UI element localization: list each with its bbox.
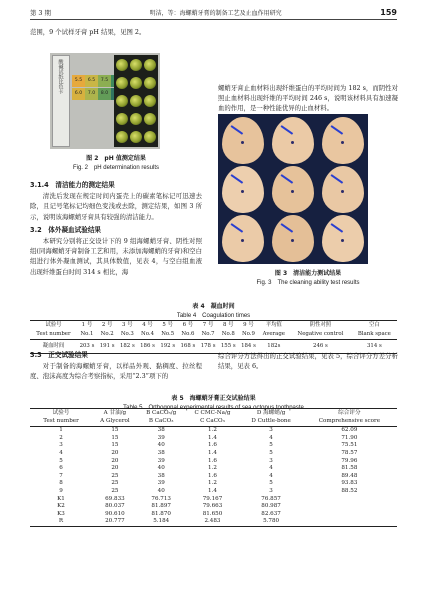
table4-title-zh: 表 4 凝血时间 — [192, 303, 235, 310]
table5-cell: 5 — [269, 442, 273, 449]
egg-cleaning-photo — [218, 114, 368, 264]
marker-arrow — [331, 125, 343, 134]
table4-cell: 178 s — [198, 340, 218, 354]
table5-cell: 3 — [269, 487, 273, 494]
sample-dish — [130, 95, 142, 107]
table4-header-en-row — [30, 330, 397, 340]
marker-dot — [341, 141, 344, 144]
table4-header-cell: 6 号 — [178, 321, 198, 331]
table4-header-cell: 5 号 — [158, 321, 178, 331]
table-row — [30, 480, 397, 488]
table4-title-en: Table 4 Coagulation times — [176, 313, 251, 319]
sample-dish — [144, 95, 156, 107]
running-title: 明洁，等：海螺蛸牙膏的制备工艺及止血作用研究 — [149, 10, 282, 17]
ph-swatch: 5.5 — [72, 75, 85, 87]
table5-cell: 81.58 — [341, 465, 358, 472]
table5-title-zh: 表 5 海螺蛸牙膏正交试验结果 — [171, 395, 256, 402]
table4-header-cell: 4 号 — [137, 321, 157, 331]
table5-cell: 3 — [269, 457, 273, 464]
ph-swatch: 6.0 — [72, 88, 85, 100]
table5-header-cell: C CMC-Na/g — [185, 409, 241, 418]
marker-dot — [241, 141, 244, 144]
marker-arrow — [231, 125, 243, 134]
table5-cell — [302, 496, 397, 504]
table5-orthogonal-results — [30, 408, 397, 527]
figure3-caption-en: Fig. 3 The cleaning ability test results — [256, 280, 360, 286]
table5-cell: 3 — [59, 442, 63, 449]
table4-header-cell: 空白 — [352, 321, 397, 331]
table5-cell: 1.4 — [208, 487, 217, 494]
table5-cell: 80.037 — [105, 503, 125, 510]
table4-header-cell: 1 号 — [77, 321, 97, 331]
table5-cell: 1 — [59, 427, 63, 434]
table5-header-cell: D Cuttle-bone — [240, 418, 301, 427]
table5-cell: 81.897 — [151, 503, 171, 510]
sample-dish — [144, 77, 156, 89]
table4-header-cell: No.6 — [178, 330, 198, 340]
sample-dish — [130, 131, 142, 143]
table5-header-cell: A 甘油/g — [92, 409, 138, 418]
table5-header-cell: Test number — [30, 418, 92, 427]
table4-header-cell: 3 号 — [117, 321, 137, 331]
table4-header-cell: 8 号 — [218, 321, 238, 331]
table4-header-cell: Negative control — [289, 330, 352, 340]
table4-header-cell: 平均值 — [259, 321, 290, 331]
table5-cell: 15 — [111, 434, 119, 441]
table5-header-en-row — [30, 418, 397, 427]
table4-header-cell: 阴性对照 — [289, 321, 352, 331]
table5-cell: 79.96 — [341, 457, 358, 464]
table5-cell: 20.777 — [92, 518, 138, 526]
table5-cell: 6 — [59, 465, 63, 472]
table4-cell: 184 s — [238, 340, 258, 354]
paragraph-coagulation: 本研究分别将正交设计下的 9 组海螺蛸牙膏、阴性对照组(同海螺蛸牙膏制备工艺和用，未添加海螺蛸的牙膏)和空白组进行体外凝血测试，其具体数值，见表 4，与空白组血液出现纤维蛋白时间 314 s 相比，海 — [30, 237, 202, 276]
table4-cell: 182 s — [117, 340, 137, 354]
table5-cell: 79.167 — [202, 495, 223, 502]
table5-header-cell: B CaCO₃/g — [138, 409, 185, 418]
table4-header-cell: Blank space — [352, 330, 397, 340]
egg-sample — [222, 117, 264, 164]
section-3-3-left — [30, 348, 202, 382]
table5-cell: 79.663 — [202, 503, 223, 510]
table5-cell: 4 — [59, 449, 63, 456]
table5-cell: 4 — [269, 434, 273, 441]
table4-header-cell: No.9 — [238, 330, 258, 340]
table5-cell: 69.833 — [105, 495, 125, 502]
table5-cell: 80.987 — [261, 503, 281, 510]
table4-header-cell: No.3 — [117, 330, 137, 340]
table4-cell: 314 s — [352, 340, 397, 354]
table5-cell: 38 — [157, 449, 165, 456]
page-number: 159 — [380, 8, 397, 17]
section-3-3-right — [218, 351, 398, 371]
table5-cell: 39 — [157, 480, 165, 487]
marker-arrow — [231, 174, 243, 183]
marker-dot — [291, 141, 294, 144]
table4-cell: 155 s — [218, 340, 238, 354]
table5-cell: 38 — [157, 427, 165, 434]
marker-arrow — [281, 174, 293, 183]
section-heading-3-2: 3.2 体外凝血试验结果 — [30, 225, 102, 234]
table5-header-cell: Comprehensive score — [302, 418, 397, 427]
table4-header-cell: No.5 — [158, 330, 178, 340]
ph-swatch: 7.5 — [98, 75, 111, 87]
table5-cell: 9 — [59, 487, 63, 494]
table5-cell: 93.83 — [341, 480, 358, 487]
table-row — [30, 511, 397, 519]
table5-cell: 5 — [59, 457, 63, 464]
table5-cell: 5 — [269, 449, 273, 456]
table-row — [30, 518, 397, 526]
table-row — [30, 496, 397, 504]
table5-cell: 62.09 — [341, 427, 358, 434]
ph-swatch: 8.0 — [98, 88, 111, 100]
marker-dot — [241, 190, 244, 193]
table5-cell: 15 — [111, 427, 119, 434]
table5-cell: 8 — [59, 480, 63, 487]
section-heading-3-1-4: 3.1.4 清洁能力的测定结果 — [30, 181, 115, 189]
table5-cell: 1.6 — [208, 472, 217, 479]
table5-header-cell: A Glycerol — [92, 418, 138, 427]
figure2-caption-en: Fig. 2 pH determination results — [72, 165, 160, 171]
marker-arrow — [331, 223, 343, 232]
table5-cell: 76.713 — [151, 495, 171, 502]
egg-sample — [222, 215, 264, 262]
table-row — [30, 442, 397, 450]
table4-header-cell: Average — [259, 330, 290, 340]
table5-cell: 1.6 — [208, 457, 217, 464]
marker-arrow — [281, 125, 293, 134]
table4-cell: 192 s — [158, 340, 178, 354]
table5-cell: 76.857 — [261, 495, 281, 502]
table5-cell: K3 — [57, 510, 65, 517]
table5-header-cell: D 海螺蛸/g — [240, 409, 301, 418]
table5-cell: 7 — [59, 472, 63, 479]
table-row — [30, 488, 397, 496]
marker-dot — [241, 239, 244, 242]
table5-header-cell: 试验号 — [30, 409, 92, 418]
ph-scale-grid — [72, 75, 112, 101]
table4-header-cell: 试验号 — [30, 321, 77, 331]
egg-sample — [272, 117, 314, 164]
table4-header-cell: Test number — [30, 330, 77, 340]
table5-cell: 5.184 — [138, 518, 185, 526]
sample-dish — [116, 95, 128, 107]
table5-cell: 5.780 — [240, 518, 301, 526]
table4-header-cell: 2 号 — [97, 321, 117, 331]
table5-cell — [302, 518, 397, 526]
table4-cell: 凝血时间 — [30, 340, 77, 354]
marker-dot — [341, 239, 344, 242]
table-row — [30, 427, 397, 435]
table-row — [30, 473, 397, 481]
table5-header-zh-row — [30, 409, 397, 418]
sample-dish — [130, 59, 142, 71]
figure3-caption-zh: 图 3 清洁能力测试结果 — [274, 270, 342, 277]
table5-cell: 1.2 — [208, 465, 217, 472]
table5-cell: 40 — [157, 487, 165, 494]
paragraph-ph-intro: 范围，9 个试样牙膏 pH 结果，见图 2。 — [30, 28, 146, 36]
table4-caption — [30, 301, 397, 319]
table-row — [30, 503, 397, 511]
table5-cell: 78.57 — [341, 449, 358, 456]
marker-arrow — [231, 223, 243, 232]
sample-dish — [116, 131, 128, 143]
paragraph-orthogonal-left: 对于制备的海螺蛸牙膏，以样品外观、黏稠度、拉丝程度、泡沫高度为综合考察指标，采用“2.3”项下的 — [30, 362, 202, 381]
table-row — [30, 458, 397, 466]
paragraph-orthogonal-right: 综合评分方法得出的正交试验结果，见表 5，综合评分方差分析结果，见表 6。 — [218, 352, 398, 371]
table4-header-cell: No.7 — [198, 330, 218, 340]
table5-cell: 25 — [111, 480, 119, 487]
table4-cell: 246 s — [289, 340, 352, 354]
marker-arrow — [331, 174, 343, 183]
egg-sample — [272, 166, 314, 213]
ph-color-card — [52, 55, 70, 147]
table5-cell: 1.2 — [208, 427, 217, 434]
table5-cell: 20 — [111, 457, 119, 464]
table-row — [30, 465, 397, 473]
ph-swatch: 6.5 — [85, 75, 98, 87]
table5-cell: 2.483 — [185, 518, 241, 526]
table5-cell: 81.650 — [202, 510, 223, 517]
marker-dot — [291, 190, 294, 193]
table5-cell: 1.4 — [208, 434, 217, 441]
table5-cell: 1.2 — [208, 480, 217, 487]
table5-cell: 25 — [111, 472, 119, 479]
table5-cell: 89.48 — [341, 472, 358, 479]
table5-cell: 38 — [157, 472, 165, 479]
table5-cell: 40 — [157, 442, 165, 449]
table5-cell: 15 — [111, 442, 119, 449]
table5-cell: 39 — [157, 457, 165, 464]
table5-cell: 5 — [269, 480, 273, 487]
table5-cell: 3 — [269, 427, 273, 434]
paragraph-cleaning: 清洗后发现在规定时间内蛋壳上的碳素笔标记可迅速去除，且记号笔标记均细色变浅或去除，测定结果，如图 3 所示，说明该海螺蛸牙膏具有较强的清洁能力。 — [30, 192, 202, 221]
table5-cell: K1 — [57, 495, 65, 502]
table5-cell: 4 — [269, 472, 273, 479]
figure2-caption — [30, 153, 202, 171]
egg-sample — [322, 215, 364, 262]
table5-cell: 4 — [269, 465, 273, 472]
table5-cell: 2 — [59, 434, 63, 441]
table5-cell: K2 — [57, 503, 65, 510]
egg-sample — [322, 166, 364, 213]
table5-cell: 20 — [111, 449, 119, 456]
table4-header-cell: No.1 — [77, 330, 97, 340]
table-row — [30, 435, 397, 443]
table4-cell: 203 s — [77, 340, 97, 354]
table5-cell — [302, 503, 397, 511]
table5-header-cell: 综合评分 — [302, 409, 397, 418]
sample-dish — [116, 113, 128, 125]
table5-cell — [302, 511, 397, 519]
left-column-body — [30, 178, 202, 277]
table5-header-cell: C CaCO₃ — [185, 418, 241, 427]
table4-cell: 191 s — [97, 340, 117, 354]
table5-cell: 90.610 — [105, 510, 125, 517]
sample-dish — [144, 131, 156, 143]
sample-dish — [130, 77, 142, 89]
table4-header-cell: 9 号 — [238, 321, 258, 331]
egg-sample — [272, 215, 314, 262]
figure2-caption-zh: 图 2 pH 值测定结果 — [86, 155, 146, 162]
table5-cell: 25 — [111, 487, 119, 494]
right-column — [218, 83, 398, 114]
sample-dish — [144, 113, 156, 125]
table4-cell: 168 s — [178, 340, 198, 354]
left-column — [30, 27, 202, 37]
table5-cell: 40 — [157, 465, 165, 472]
table4-header-cell: No.8 — [218, 330, 238, 340]
marker-arrow — [281, 223, 293, 232]
issue-label: 第 3 期 — [30, 9, 51, 17]
table5-cell: 1.6 — [208, 442, 217, 449]
ph-card-text: 酸碱试纸比色卡 — [57, 59, 64, 94]
sample-dish — [116, 59, 128, 71]
table4-header-cell: No.2 — [97, 330, 117, 340]
table5-body — [30, 427, 397, 527]
figure3-caption — [218, 268, 398, 286]
marker-dot — [341, 190, 344, 193]
table5-cell: 20 — [111, 465, 119, 472]
table5-cell: 75.51 — [341, 442, 358, 449]
table5-cell: R — [30, 518, 92, 526]
table5-cell: 71.90 — [341, 434, 358, 441]
table5-cell: 88.52 — [341, 487, 358, 494]
table4-header-zh-row — [30, 321, 397, 331]
table5-cell: 81.870 — [151, 510, 171, 517]
ph-swatch: 7.0 — [85, 88, 98, 100]
sample-dish — [130, 113, 142, 125]
sample-dish — [116, 77, 128, 89]
table4-header-cell: No.4 — [137, 330, 157, 340]
ph-sample-dishes — [114, 55, 158, 147]
ph-test-photo — [50, 53, 160, 149]
marker-dot — [291, 239, 294, 242]
egg-sample — [322, 117, 364, 164]
paragraph-coagulation-cont: 螺蛸牙膏止血材料出现纤维蛋白的平均时间为 182 s，而阴性对照止血材料出现纤维的平均时间 246 s，说明该材料具有加速凝血的作用，是一种性能优异的止血材料。 — [218, 84, 398, 113]
table-row — [30, 450, 397, 458]
sample-dish — [144, 59, 156, 71]
table4-cell: 182s — [259, 340, 290, 354]
page-header — [30, 6, 397, 20]
table5-title-en: Table 5 Orthogonal experimental results of sea octopus toothpaste — [123, 405, 304, 411]
table5-cell: 1.4 — [208, 449, 217, 456]
table4-header-cell: 7 号 — [198, 321, 218, 331]
section-heading-3-3: 3.3 正交试验结果 — [30, 351, 88, 359]
table5-cell: 82.637 — [261, 510, 281, 517]
table5-cell: 39 — [157, 434, 165, 441]
egg-sample — [222, 166, 264, 213]
table5-header-cell: B CaCO₃ — [138, 418, 185, 427]
table4-cell: 186 s — [137, 340, 157, 354]
